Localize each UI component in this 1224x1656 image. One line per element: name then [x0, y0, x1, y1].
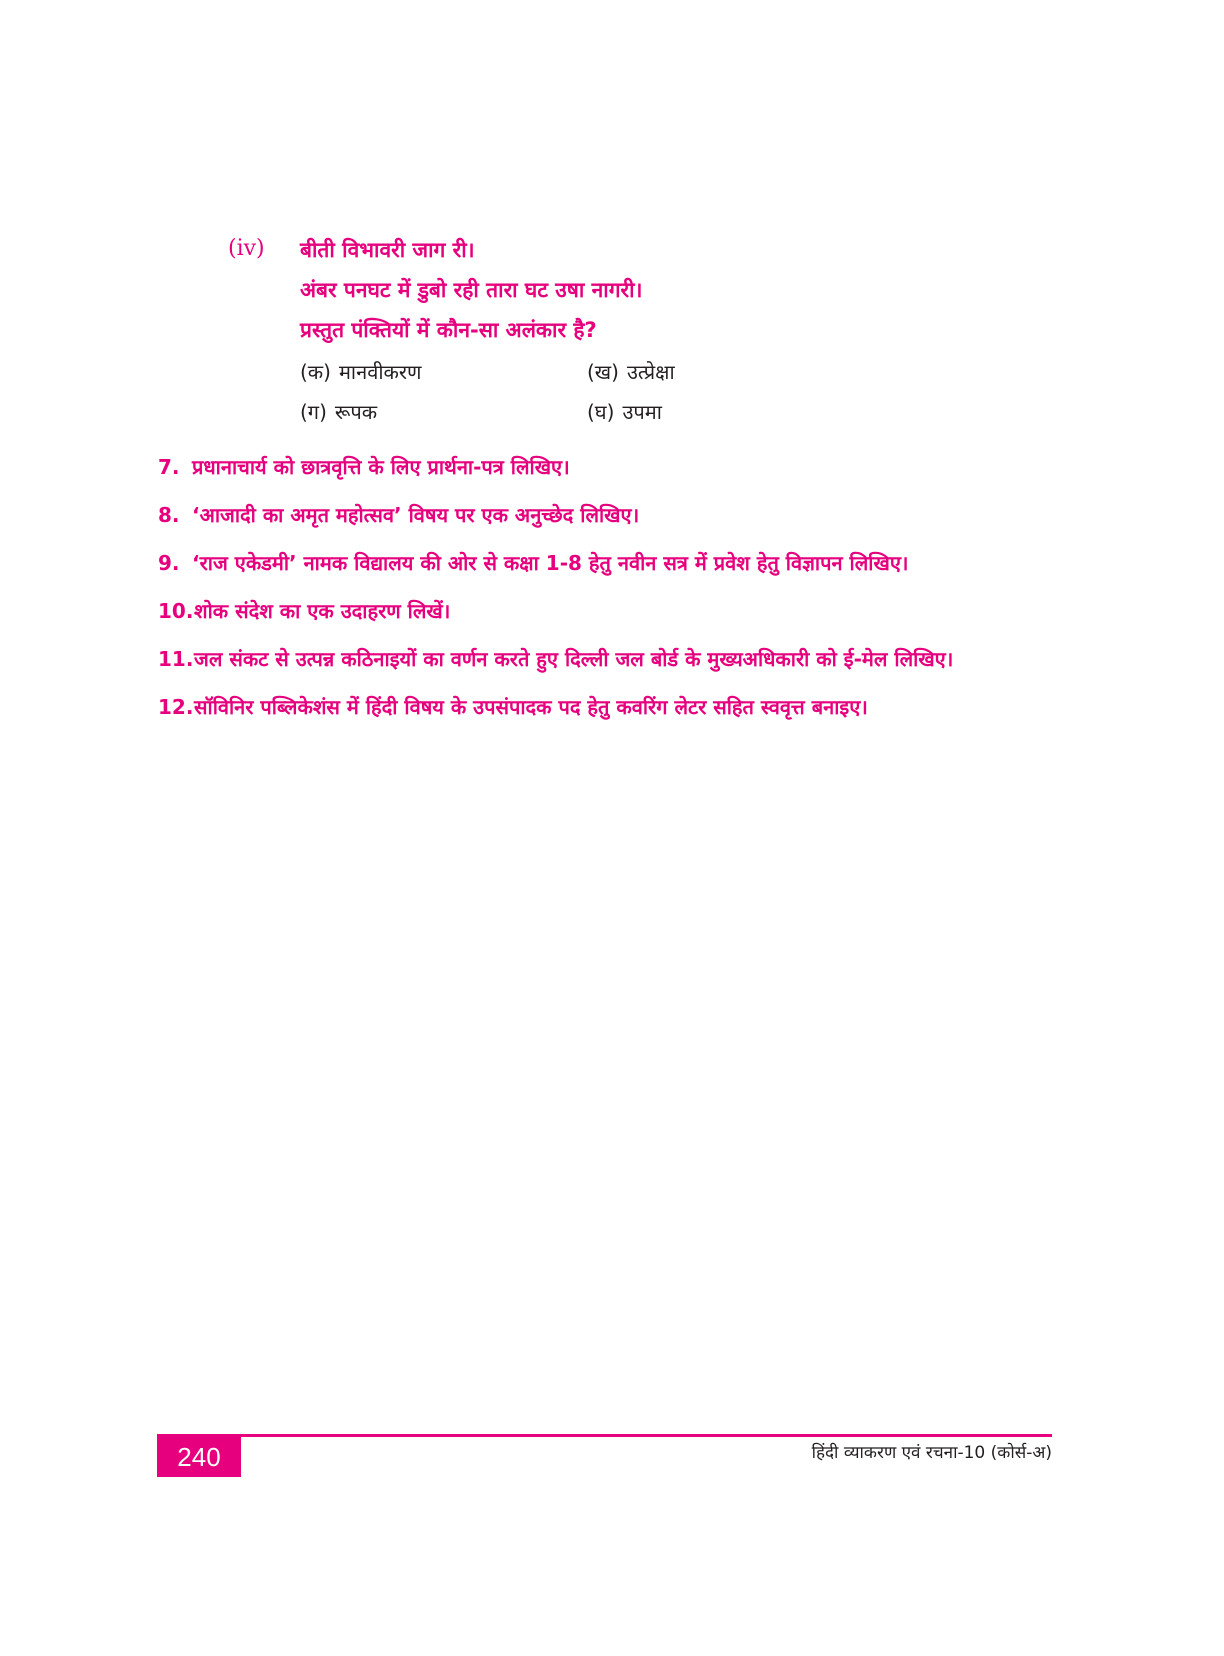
- question-iv-line-2: अंबर पनघट में डुबो रही तारा घट उषा नागरी।: [300, 278, 643, 302]
- question-iv-number: (iv): [228, 236, 265, 261]
- running-footer-title: हिंदी व्याकरण एवं रचना-10 (कोर्स-अ): [811, 1443, 1052, 1463]
- question-8: [158, 501, 639, 528]
- question-11-number: 11.: [158, 647, 194, 671]
- question-11-text: जल संकट से उत्पन्न कठिनाइयों का वर्णन करते हुए दिल्ली जल बोर्ड के मुख्यअधिकारी को ई-मेल लिखिए।: [194, 647, 954, 671]
- option-ka: [300, 358, 422, 385]
- question-9: [158, 549, 908, 576]
- option-ga-text: रूपक: [334, 400, 378, 424]
- option-kha-mark: (ख): [587, 360, 619, 384]
- option-ga: [300, 398, 377, 425]
- question-7-number: 7.: [158, 455, 180, 479]
- option-ka-text: मानवीकरण: [338, 360, 422, 384]
- question-12-number: 12.: [158, 695, 194, 719]
- option-ka-mark: (क): [300, 360, 331, 384]
- option-gha: [587, 398, 662, 425]
- question-12-text: सॉविनिर पब्लिकेशंस में हिंदी विषय के उपसंपादक पद हेतु कवरिंग लेटर सहित स्ववृत्त बनाइए।: [194, 695, 868, 719]
- question-10: [158, 597, 450, 624]
- question-9-text: ‘राज एकेडमी’ नामक विद्यालय की ओर से कक्षा 1-8 हेतु नवीन सत्र में प्रवेश हेतु विज्ञापन लिखिए।: [192, 551, 909, 575]
- question-11: [158, 645, 953, 672]
- question-iv-line-1: बीती विभावरी जाग री।: [300, 238, 475, 262]
- question-7: [158, 453, 570, 480]
- question-9-number: 9.: [158, 551, 180, 575]
- page-number: 240: [157, 1437, 241, 1477]
- question-7-text: प्रधानाचार्य को छात्रवृत्ति के लिए प्रार्थना-पत्र लिखिए।: [192, 455, 570, 479]
- question-iv-prompt: प्रस्तुत पंक्तियों में कौन-सा अलंकार है?: [300, 318, 597, 342]
- option-ga-mark: (ग): [300, 400, 327, 424]
- option-kha-text: उत्प्रेक्षा: [626, 360, 675, 384]
- question-8-number: 8.: [158, 503, 180, 527]
- option-gha-text: उपमा: [622, 400, 662, 424]
- question-10-text: शोक संदेश का एक उदाहरण लिखें।: [194, 599, 451, 623]
- footer-rule: [157, 1434, 1052, 1437]
- question-8-text: ‘आजादी का अमृत महोत्सव’ विषय पर एक अनुच्छेद लिखिए।: [192, 503, 640, 527]
- option-kha: [587, 358, 675, 385]
- question-10-number: 10.: [158, 599, 194, 623]
- option-gha-mark: (घ): [587, 400, 615, 424]
- question-12: [158, 693, 868, 720]
